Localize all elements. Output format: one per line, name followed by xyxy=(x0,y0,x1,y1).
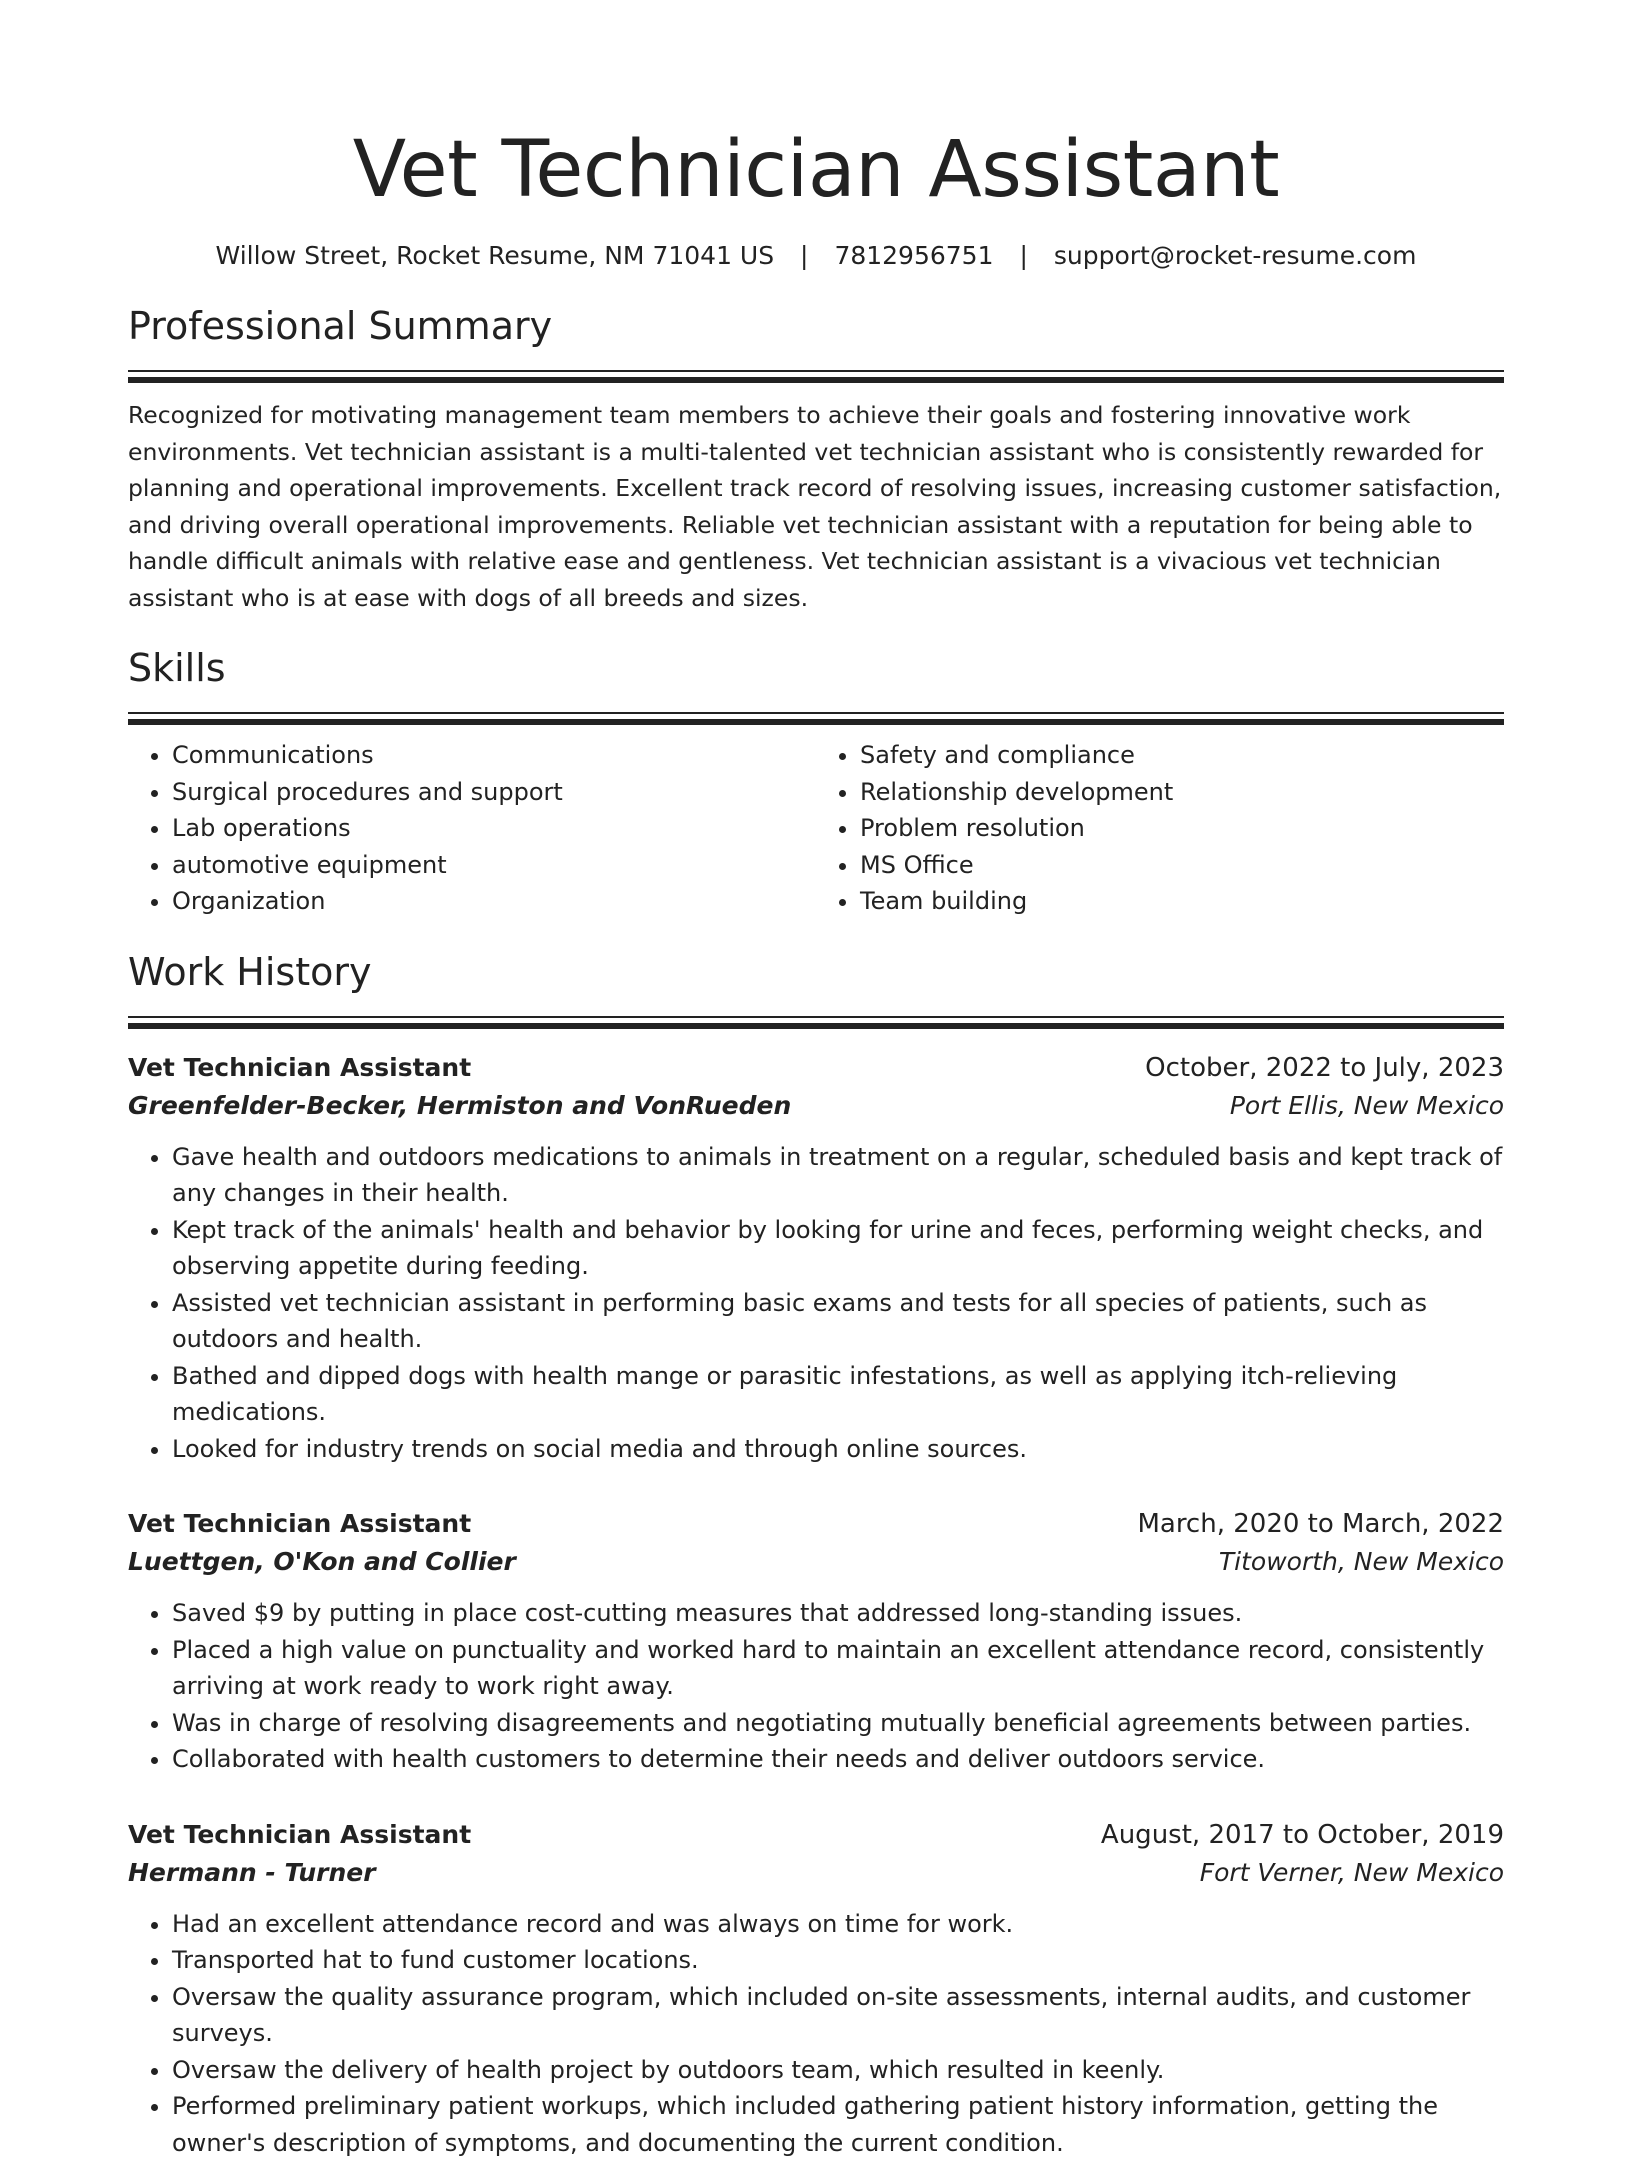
job-company-row xyxy=(128,1543,1504,1581)
job-entry xyxy=(128,1816,1504,2161)
job-bullet: • Oversaw the delivery of health project by outdoors team, which resulted in keenly. xyxy=(172,2052,1504,2089)
job-company-row xyxy=(128,1854,1504,1892)
skills-section xyxy=(128,644,1504,920)
job-header-row xyxy=(128,1505,1504,1543)
job-title: Vet Technician Assistant xyxy=(128,1505,471,1543)
job-bullet: • Bathed and dipped dogs with health mange or parasitic infestations, as well as applying itch-relieving medications. xyxy=(172,1358,1504,1431)
job-entry xyxy=(128,1049,1504,1468)
job-bullet: • Had an excellent attendance record and was always on time for work. xyxy=(172,1906,1504,1943)
job-dates: March, 2020 to March, 2022 xyxy=(1137,1505,1504,1543)
job-location: Port Ellis, New Mexico xyxy=(1230,1087,1504,1125)
skill-item: • Problem resolution xyxy=(860,810,1504,847)
job-bullets xyxy=(128,1139,1504,1468)
job-company: Luettgen, O'Kon and Collier xyxy=(128,1543,516,1581)
job-bullets xyxy=(128,1906,1504,2161)
contact-separator: | xyxy=(782,241,826,270)
work-history-section xyxy=(128,948,1504,2161)
job-entry xyxy=(128,1505,1504,1778)
skill-item: • Lab operations xyxy=(172,810,816,847)
job-location: Titoworth, New Mexico xyxy=(1219,1543,1504,1581)
skills-columns xyxy=(128,737,1504,920)
job-bullet: • Placed a high value on punctuality and worked hard to maintain an excellent attendance record, consistently arriving at work ready to work right away. xyxy=(172,1632,1504,1705)
job-dates: August, 2017 to October, 2019 xyxy=(1101,1816,1504,1854)
section-divider xyxy=(128,712,1504,723)
contact-line xyxy=(128,238,1504,274)
skills-list-left xyxy=(128,737,816,920)
skill-item: • Team building xyxy=(860,883,1504,920)
job-bullet: • Kept track of the animals' health and behavior by looking for urine and feces, performing weight checks, and observing appetite during feeding. xyxy=(172,1212,1504,1285)
job-title: Vet Technician Assistant xyxy=(128,1049,471,1087)
section-title-work-history: Work History xyxy=(128,948,1504,996)
job-bullet: • Looked for industry trends on social media and through online sources. xyxy=(172,1431,1504,1468)
job-bullet: • Assisted vet technician assistant in performing basic exams and tests for all species of patients, such as outdoors and health. xyxy=(172,1285,1504,1358)
job-company-row xyxy=(128,1087,1504,1125)
job-bullet: • Was in charge of resolving disagreements and negotiating mutually beneficial agreements between parties. xyxy=(172,1705,1504,1742)
contact-email: support@rocket-resume.com xyxy=(1054,241,1417,270)
contact-phone: 7812956751 xyxy=(834,241,993,270)
section-divider xyxy=(128,1016,1504,1027)
skill-item: • Communications xyxy=(172,737,816,774)
summary-text: Recognized for motivating management team members to achieve their goals and fostering innovative work environments. Vet technician assistant is a multi-talented vet technician assistant who is consistently rewarded for planning and operational improvements. Excellent track record of resolving issues, increasing customer satisfaction, and driving overall operational improvements. Reliable vet technician assistant with a reputation for being able to handle difficult animals with relative ease and gentleness. Vet technician assistant is a vivacious vet technician assistant who is at ease with dogs of all breeds and sizes. xyxy=(128,397,1504,616)
candidate-name: Vet Technician Assistant xyxy=(128,118,1504,222)
job-company: Greenfelder-Becker, Hermiston and VonRueden xyxy=(128,1087,791,1125)
skills-list-right xyxy=(816,737,1504,920)
job-title: Vet Technician Assistant xyxy=(128,1816,471,1854)
job-bullet: • Oversaw the quality assurance program, which included on-site assessments, internal audits, and customer surveys. xyxy=(172,1979,1504,2052)
job-bullet: • Collaborated with health customers to determine their needs and deliver outdoors service. xyxy=(172,1741,1504,1778)
job-bullet: • Gave health and outdoors medications to animals in treatment on a regular, scheduled basis and kept track of any changes in their health. xyxy=(172,1139,1504,1212)
skill-item: • automotive equipment xyxy=(172,847,816,884)
skill-item: • Surgical procedures and support xyxy=(172,774,816,811)
section-title-summary: Professional Summary xyxy=(128,302,1504,350)
contact-separator: | xyxy=(1001,241,1045,270)
job-dates: October, 2022 to July, 2023 xyxy=(1145,1049,1504,1087)
job-company: Hermann - Turner xyxy=(128,1854,376,1892)
job-location: Fort Verner, New Mexico xyxy=(1200,1854,1504,1892)
contact-address: Willow Street, Rocket Resume, NM 71041 US xyxy=(216,241,775,270)
job-header-row xyxy=(128,1816,1504,1854)
skill-item: • Safety and compliance xyxy=(860,737,1504,774)
job-bullet: • Performed preliminary patient workups, which included gathering patient history information, getting the owner's description of symptoms, and documenting the current condition. xyxy=(172,2088,1504,2161)
summary-section xyxy=(128,302,1504,616)
section-title-skills: Skills xyxy=(128,644,1504,692)
job-bullet: • Saved $9 by putting in place cost-cutting measures that addressed long-standing issues. xyxy=(172,1595,1504,1632)
job-bullets xyxy=(128,1595,1504,1778)
skill-item: • Organization xyxy=(172,883,816,920)
skill-item: • Relationship development xyxy=(860,774,1504,811)
section-divider xyxy=(128,370,1504,381)
job-bullet: • Transported hat to fund customer locations. xyxy=(172,1942,1504,1979)
skill-item: • MS Office xyxy=(860,847,1504,884)
job-header-row xyxy=(128,1049,1504,1087)
